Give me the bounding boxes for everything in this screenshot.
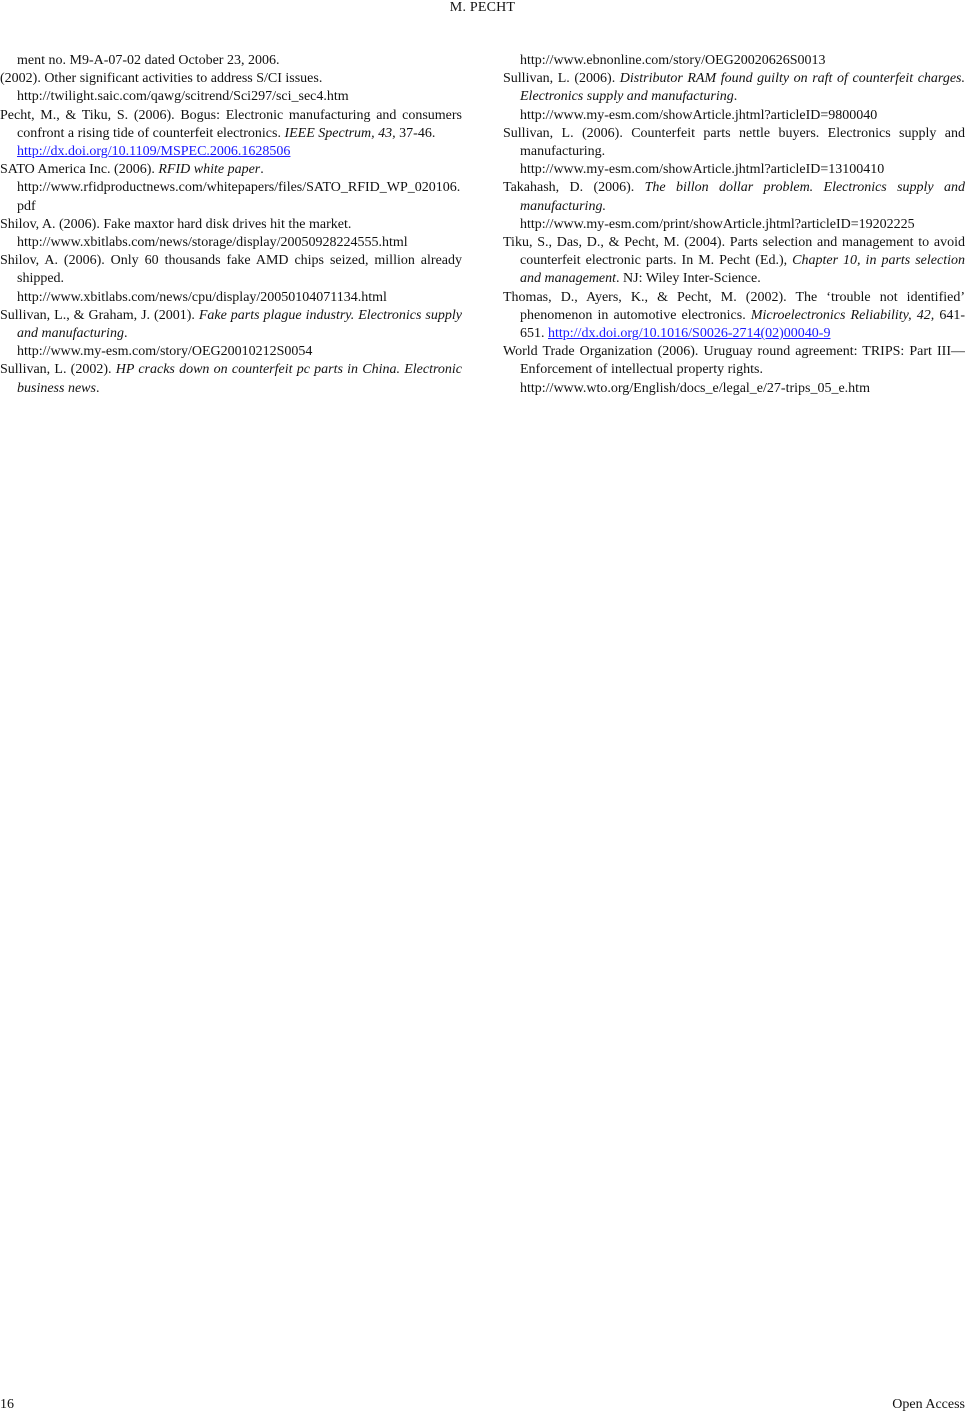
reference-authors: Tiku, S., Das, D., & Pecht, M. (2004). Parts selection and management to avoid counterfeit electronic parts. In M. Pecht (Ed.), — [503, 235, 965, 269]
reference-url: http://www.wto.org/English/docs_e/legal_e/27-trips_05_e.htm — [520, 380, 870, 396]
reference-url: http://twilight.saic.com/qawg/scitrend/Sci297/sci_sec4.htm — [17, 89, 349, 105]
reference-authors: Pecht, M., & Tiku, S. (2006). Bogus: Electronic manufacturing and consumers confront a rising tide of counterfeit electronics. — [0, 107, 462, 141]
reference-authors: Sullivan, L. (2006). — [503, 71, 620, 87]
reference-item — [503, 70, 965, 125]
reference-title: Fake parts plague industry. Electronics supply and manufacturing — [17, 307, 462, 342]
reference-authors: SATO America Inc. (2006). — [0, 162, 159, 178]
reference-text: ment no. M9-A-07-02 dated October 23, 2006. — [17, 53, 280, 68]
left-column — [0, 52, 462, 398]
reference-title: Chapter 10, in parts selection and management — [520, 253, 965, 287]
reference-authors: Sullivan, L., & Graham, J. (2001). — [0, 307, 199, 323]
reference-punctuation: . — [733, 89, 738, 105]
reference-continuation — [503, 52, 965, 70]
reference-title: The billon dollar problem. Electronics supply and manufacturing. — [520, 180, 965, 214]
reference-item — [0, 216, 462, 252]
reference-item — [0, 307, 462, 362]
publisher-label: Open Access — [892, 1397, 965, 1412]
reference-text: Shilov, A. (2006). Only 60 thousands fake AMD chips seized, million already shipped. — [0, 253, 462, 287]
reference-authors: Takahash, D. (2006). — [503, 180, 645, 196]
reference-authors: Sullivan, L. (2002). — [0, 362, 116, 378]
reference-url: http://www.xbitlabs.com/news/cpu/display/20050104071134.html — [17, 289, 387, 305]
doi-link[interactable]: http://dx.doi.org/10.1109/MSPEC.2006.1628506 — [17, 144, 291, 160]
reference-item — [503, 289, 965, 344]
reference-publisher: . NJ: Wiley Inter-Science. — [616, 271, 761, 287]
reference-text: World Trade Organization (2006). Uruguay round agreement: TRIPS: Part III—Enforcement of intellectual property rights. — [503, 344, 965, 378]
reference-punctuation: . — [95, 380, 100, 396]
reference-item — [503, 179, 965, 234]
reference-url: http://www.my-esm.com/showArticle.jhtml?articleID=13100410 — [520, 162, 885, 178]
reference-journal: IEEE Spectrum, 43, — [284, 125, 396, 141]
reference-item — [0, 70, 462, 106]
reference-title: Distributor RAM found guilty on raft of counterfeit charges. Electronics supply and manufacturing — [520, 71, 965, 105]
reference-pages: 641-651. — [520, 307, 965, 342]
reference-url: http://www.my-esm.com/showArticle.jhtml?articleID=9800040 — [520, 107, 878, 123]
reference-title: RFID white paper — [158, 162, 261, 178]
reference-journal: Microelectronics Reliability, 42, — [750, 307, 935, 323]
reference-item — [503, 343, 965, 398]
reference-punctuation: . — [260, 162, 264, 178]
reference-item — [503, 125, 965, 180]
reference-url: http://www.my-esm.com/story/OEG20010212S0054 — [17, 344, 313, 360]
reference-text: Shilov, A. (2006). Fake maxtor hard disk drives hit the market. — [0, 216, 352, 232]
reference-url: http://www.rfidproductnews.com/whitepapers/files/SATO_RFID_WP_020106.pdf — [17, 180, 461, 214]
reference-pages: 37-46. — [395, 125, 436, 141]
reference-item — [0, 161, 462, 216]
reference-authors: Thomas, D., Ayers, K., & Pecht, M. (2002). The ‘trouble not identified’ phenomenon in automotive electronics. — [503, 289, 965, 323]
reference-url: http://www.ebnonline.com/story/OEG20020626S0013 — [520, 53, 826, 68]
reference-punctuation: . — [123, 326, 128, 342]
doi-link[interactable]: http://dx.doi.org/10.1016/S0026-2714(02)00040-9 — [548, 326, 831, 342]
reference-text: Sullivan, L. (2006). Counterfeit parts nettle buyers. Electronics supply and manufacturing. — [503, 125, 965, 160]
right-column — [503, 52, 965, 398]
reference-continuation — [0, 52, 462, 70]
reference-item — [0, 252, 462, 307]
reference-url: http://www.my-esm.com/print/showArticle.jhtml?articleID=19202225 — [520, 216, 915, 232]
page-number: 16 — [0, 1397, 14, 1412]
reference-item — [0, 107, 462, 162]
reference-url: http://www.xbitlabs.com/news/storage/display/20050928224555.html — [17, 235, 408, 251]
reference-text: (2002). Other significant activities to address S/CI issues. — [0, 71, 323, 87]
running-head: M. PECHT — [449, 0, 516, 15]
reference-title: HP cracks down on counterfeit pc parts in China. Electronic business news — [17, 362, 463, 396]
reference-item — [0, 361, 462, 397]
reference-item — [503, 234, 965, 289]
